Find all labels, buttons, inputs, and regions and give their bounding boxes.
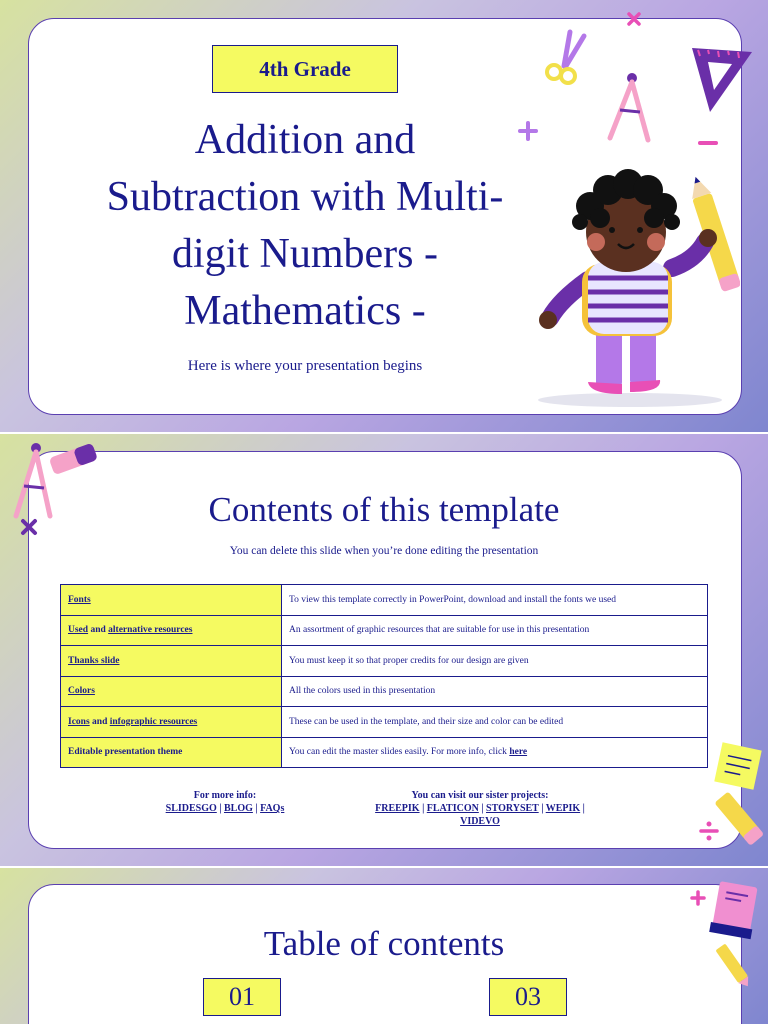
slide-table-of-contents: [0, 868, 768, 1024]
table-row: [61, 707, 708, 738]
alternative-resources-link[interactable]: alternative resources: [108, 625, 193, 636]
sticky-note-icon: [712, 740, 764, 792]
table-cell: [61, 676, 282, 707]
fonts-link[interactable]: Fonts: [68, 594, 91, 605]
table-row: [61, 737, 708, 768]
wepik-link[interactable]: WEPIK: [545, 803, 581, 814]
books-icon: [704, 878, 764, 988]
table-cell: You can edit the master slides easily. For more info, click here: [282, 737, 708, 768]
pencil-icon: [712, 786, 768, 850]
used-link[interactable]: Used: [68, 625, 89, 636]
contents-note: You can delete this slide when you’re done editing the presentation: [229, 545, 539, 557]
colors-link[interactable]: Colors: [68, 686, 95, 697]
table-cell: Used and alternative resources: [61, 615, 282, 646]
slide-title-text: Addition and Subtraction with Multi- digit Numbers - Mathematics -: [106, 117, 504, 334]
times-icon: [20, 518, 38, 536]
footer-more-info: For more info: SLIDESGO | BLOG | FAQs: [165, 790, 285, 814]
times-icon: [626, 11, 642, 27]
plus-icon: [518, 121, 538, 141]
slidesgo-link[interactable]: SLIDESGO: [165, 803, 217, 814]
table-cell: All the colors used in this presentation: [282, 676, 708, 707]
table-cell: Icons and infographic resources: [61, 707, 282, 738]
flaticon-link[interactable]: FLATICON: [426, 803, 479, 814]
section-number-01: 01: [203, 978, 281, 1016]
slide-subtitle: Here is where your presentation begins: [187, 358, 423, 374]
divide-icon: [698, 820, 720, 842]
table-cell: [61, 646, 282, 677]
table-cell: An assortment of graphic resources that are suitable for use in this presentation: [282, 615, 708, 646]
section-number-03: 03: [489, 978, 567, 1016]
footer-sister-projects: You can visit our sister projects: FREEPIK | FLATICON | STORYSET | WEPIK | VIDEVO: [375, 790, 585, 827]
minus-icon: [698, 138, 718, 148]
storyset-link[interactable]: STORYSET: [486, 803, 539, 814]
contents-table: [60, 584, 708, 768]
slide-contents: [0, 434, 768, 866]
toc-title: Table of contents: [263, 924, 505, 963]
grade-badge: 4th Grade: [212, 45, 398, 93]
slide-title: [0, 0, 768, 432]
table-cell: To view this template correctly in PowerPoint, download and install the fonts we used: [282, 585, 708, 616]
table-cell: Editable presentation theme: [61, 737, 282, 768]
triangle-ruler-icon: [688, 42, 756, 114]
infographic-resources-link[interactable]: infographic resources: [109, 716, 198, 727]
table-cell: [61, 585, 282, 616]
table-row: [61, 676, 708, 707]
here-link[interactable]: here: [509, 747, 528, 758]
table-row: [61, 615, 708, 646]
thanks-slide-link[interactable]: Thanks slide: [68, 655, 120, 666]
child-illustration: [530, 160, 740, 410]
table-row: [61, 646, 708, 677]
table-cell: These can be used in the template, and their size and color can be edited: [282, 707, 708, 738]
blog-link[interactable]: BLOG: [223, 803, 253, 814]
table-row: [61, 585, 708, 616]
videvo-link[interactable]: VIDEVO: [460, 816, 500, 827]
icons-link[interactable]: Icons: [68, 716, 90, 727]
scissors-icon: [540, 28, 590, 86]
eraser-icon: [46, 438, 100, 478]
contents-title: Contents of this template: [208, 490, 560, 529]
compass-icon: [600, 70, 658, 146]
faqs-link[interactable]: FAQs: [260, 803, 285, 814]
table-cell: You must keep it so that proper credits for our design are given: [282, 646, 708, 677]
freepik-link[interactable]: FREEPIK: [375, 803, 420, 814]
